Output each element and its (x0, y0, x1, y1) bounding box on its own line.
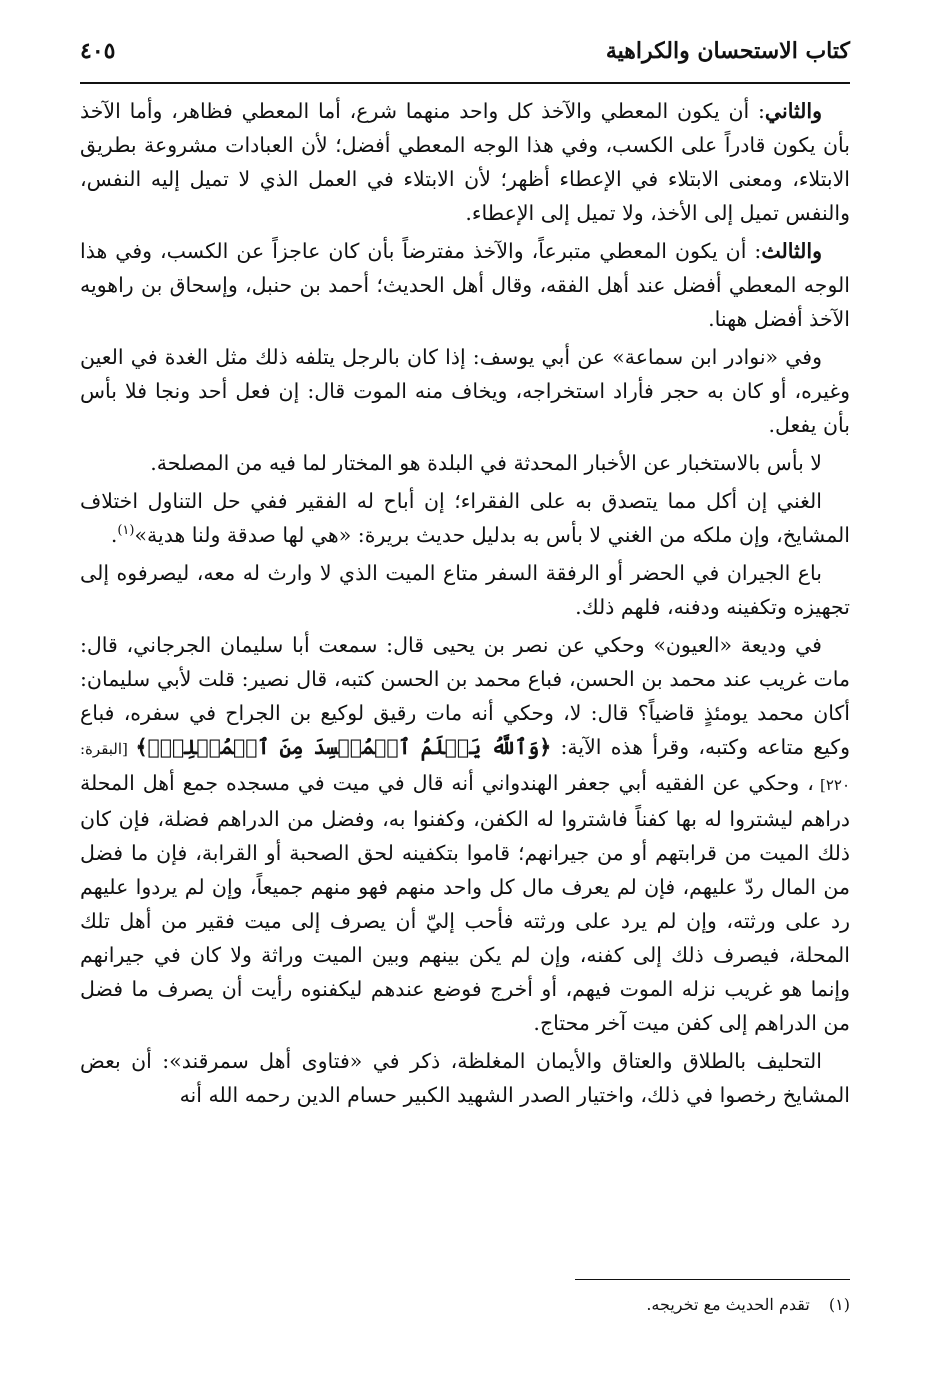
page-number: ٤٠٥ (80, 38, 116, 64)
paragraph-news: لا بأس بالاستخبار عن الأخبار المحدثة في البلدة هو المختار لما فيه من المصلحة. (150, 451, 822, 475)
book-page (80, 38, 850, 1314)
footnote-divider (575, 1279, 850, 1280)
paragraph-nawadir: وفي «نوادر ابن سماعة» عن أبي يوسف: إذا كان بالرجل يتلفه ذلك مثل الغدة في العين وغيره، أو كان به حجر فأراد استخراجه، ويخاف منه الموت قال: إن فعل أحد ونجا فلا بأس بأن يفعل. (80, 345, 850, 437)
footnote-number: (١) (828, 1295, 850, 1314)
main-text (80, 94, 850, 1112)
paragraph-third-case (80, 234, 850, 336)
running-header (80, 38, 850, 84)
paragraph-second-case (80, 94, 850, 230)
paragraph-deposit (80, 628, 850, 1040)
paragraph-lead-word: والثالث (761, 239, 822, 263)
paragraph-text: : أن يكون المعطي والآخذ كل واحد منهما شرع، أما المعطي فظاهر، وأما الآخذ بأن يكون قادراً على الكسب، وفي هذا الوجه المعطي أفضل؛ لأن العبادات مشروعة بطريق الابتلاء، ومعنى الابتلاء في الإعطاء أظهر؛ لأن الابتلاء في العمل الذي لا تميل إليه النفس، والنفس تميل إلى الأخذ، ولا تميل إلى الإعطاء. (80, 99, 850, 225)
paragraph-oaths: التحليف بالطلاق والعتاق والأيمان المغلظة، ذكر في «فتاوى أهل سمرقند»: أن بعض المشايخ رخصوا في ذلك، واختيار الصدر الشهيد الكبير حسام الدين رحمه الله أنه (80, 1049, 850, 1107)
quran-verse: ﴿وَٱللَّهُ يَعۡلَمُ ٱلۡمُفۡسِدَ مِنَ ٱلۡمُصۡلِحِۚ﴾ (135, 735, 552, 759)
paragraph-lead-word: والثاني (764, 99, 822, 123)
chapter-title: كتاب الاستحسان والكراهية (605, 38, 850, 64)
footnote-text: تقدم الحديث مع تخريجه. (646, 1295, 810, 1314)
paragraph-text-continued: ، وحكي عن الفقيه أبي جعفر الهندواني أنه قال في ميت في مسجده جمع أهل المحلة دراهم ليشتروا له بها كفناً فاشتروا له الكفن، وكفنوا به، وفضل من الدراهم فضلة، فإن كان ذلك الميت من قرابتهم أو من جيرانهم؛ قاموا بتكفينه لحق الصحبة أو القرابة، فإن ما فضل من المال ردّ عليهم، فإن لم يعرف مال كل واحد منهم فهو منهم جميعاً، وإن لم يردوا عليهم رد على ورثته، وإن لم يرد على ورثته فأحب إليّ أن يصرف إلى ميت فقير من أهل تلك المحلة، فيصرف ذلك إلى كفنه، وإن لم يكن بينهم وبين الميت وراثة ولا كان في جيرانهم وإنما هو غريب نزله الموت فيهم، أو أخرج فوضع عندهم ليكفنوه رأيت أن يصرف ما فضل من الدراهم إلى كفن ميت آخر محتاج. (80, 771, 850, 1035)
paragraph-charity (80, 484, 850, 552)
paragraph-text: الغني إن أكل مما يتصدق به على الفقراء؛ إن أباح له الفقير ففي حل التناول اختلاف المشايخ، وإن ملكه من الغني لا بأس به بدليل حديث بريرة: «هي لها صدقة ولنا هدية» (80, 489, 850, 547)
paragraph-text: : أن يكون المعطي متبرعاً، والآخذ مفترضاً بأن كان عاجزاً عن الكسب، وفي هذا الوجه المعطي أفضل عند أهل الفقه، وقال أهل الحديث؛ أحمد بن حنبل، وإسحاق بن راهويه الآخذ أفضل ههنا. (80, 239, 850, 331)
footnote-marker: (١) (117, 523, 135, 539)
paragraph-text: في وديعة «العيون» وحكي عن نصر بن يحيى قال: سمعت أبا سليمان الجرجاني، قال: مات غريب عند محمد بن الحسن، فباع محمد بن الحسن كتبه، قال نصير: قلت لأبي سليمان: أكان محمد يومئذٍ قاضياً؟ قال: لا، وحكي أنه مات رقيق لوكيع بن الجراح في سفره، فباع وكيع متاعه وكتبه، وقرأ هذه الآية: (80, 633, 850, 759)
verse-reference: [البقرة: ٢٢٠] (80, 740, 850, 794)
paragraph-end: . (110, 523, 118, 547)
paragraph-neighbors: باع الجيران في الحضر أو الرفقة السفر متاع الميت الذي لا وارث له معه، ليصرفوه إلى تجهيزه وتكفينه ودفنه، فلهم ذلك. (80, 561, 850, 619)
footnote (646, 1294, 850, 1316)
